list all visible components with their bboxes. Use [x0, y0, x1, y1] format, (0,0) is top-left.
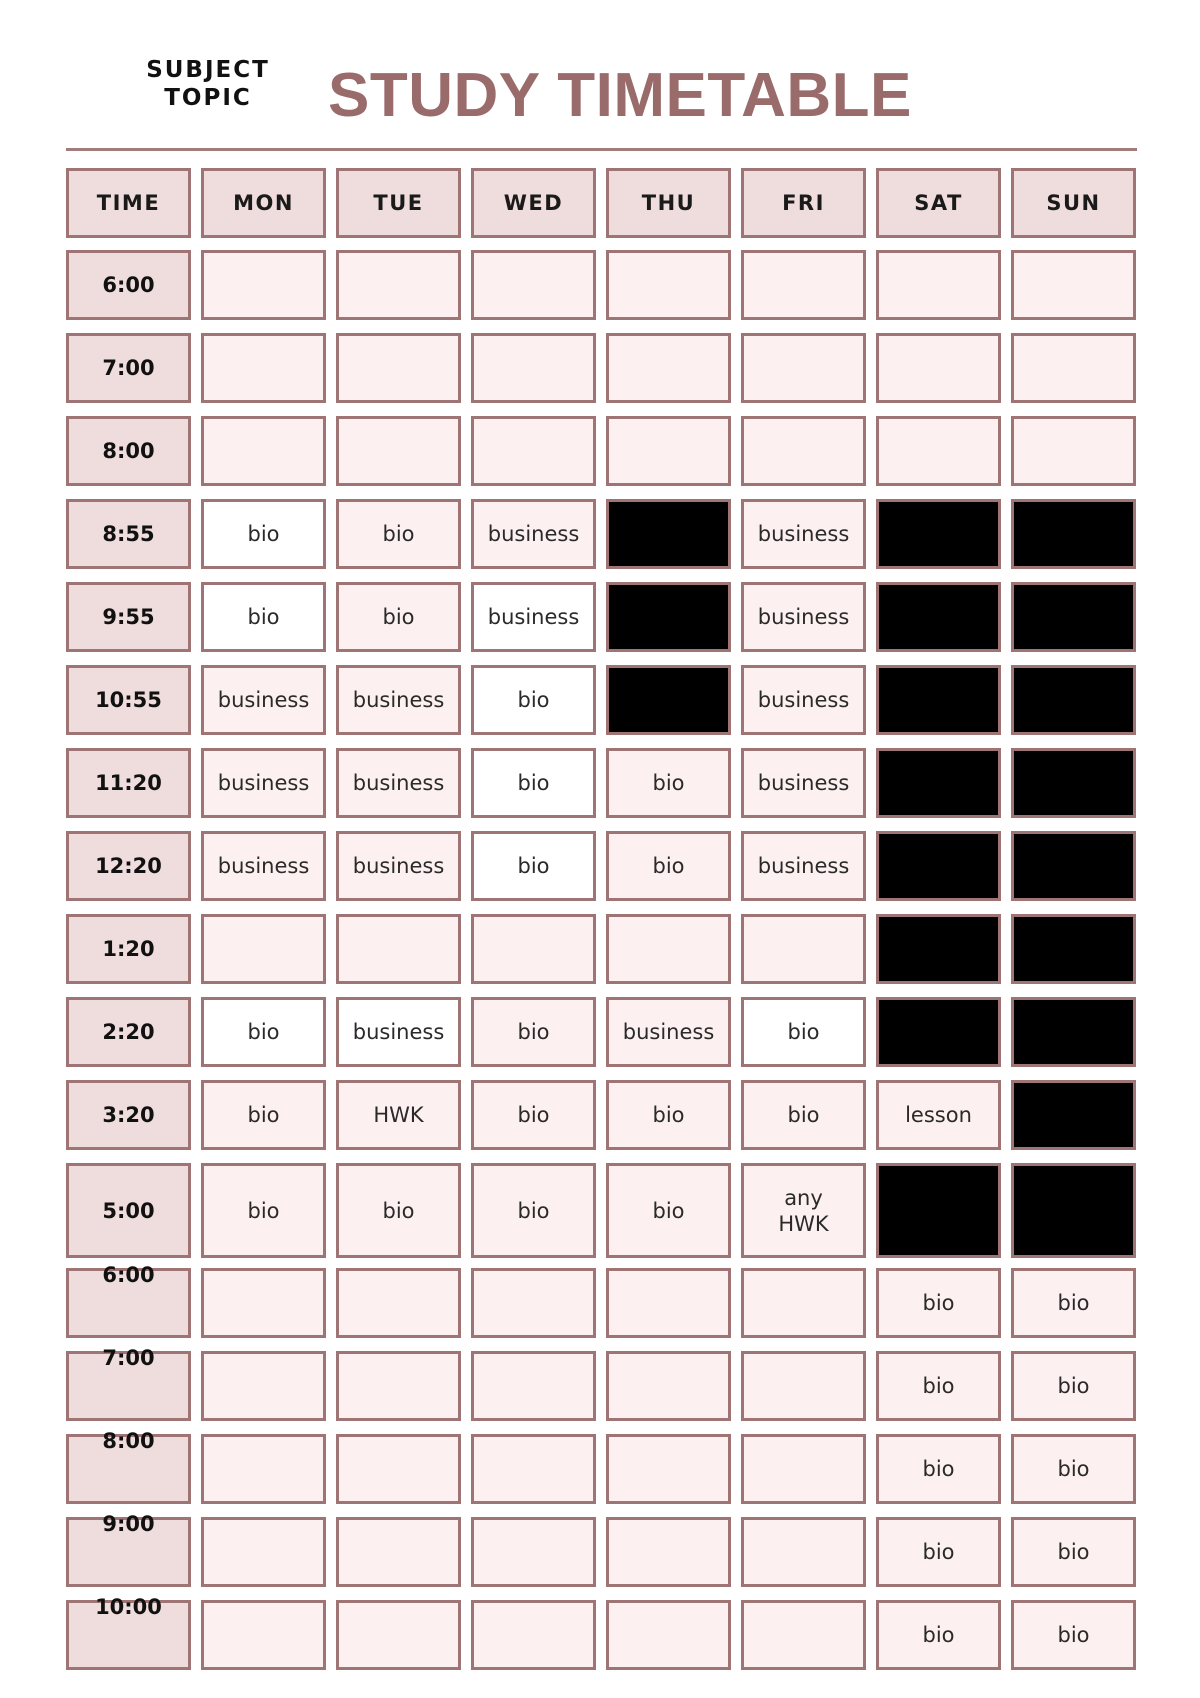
cell-text: lesson: [905, 1103, 972, 1127]
cell-text: business: [487, 605, 580, 629]
timetable-cell-sun[interactable]: [1011, 1268, 1136, 1338]
timetable-cell-wed[interactable]: [471, 665, 596, 735]
time-slot-label: [66, 1163, 191, 1258]
timetable-cell-wed[interactable]: [471, 499, 596, 569]
timetable-cell-thu[interactable]: [606, 914, 731, 984]
timetable-cell-fri[interactable]: [741, 914, 866, 984]
cell-text: HWK: [373, 1103, 424, 1127]
timetable-cell-thu[interactable]: [606, 250, 731, 320]
timetable-cell-thu[interactable]: [606, 997, 731, 1067]
column-header-tue: [336, 168, 461, 238]
cell-text: bio: [517, 688, 550, 712]
time-slot-label: [66, 665, 191, 735]
time-label: 9:00: [102, 1512, 155, 1536]
time-label: 6:00: [102, 1263, 155, 1287]
timetable-cell-fri[interactable]: [741, 250, 866, 320]
page-title: STUDY TIMETABLE: [328, 61, 912, 130]
timetable-cell-mon[interactable]: [201, 1434, 326, 1504]
column-header-sun: [1011, 168, 1136, 238]
cell-text: bio: [382, 1198, 415, 1223]
timetable-cell-thu[interactable]: [606, 1268, 731, 1338]
time-slot-label: [66, 1080, 191, 1150]
timetable-cell-thu[interactable]: [606, 1351, 731, 1421]
cell-text: bio: [1057, 1623, 1090, 1647]
timetable-cell-tue[interactable]: [336, 333, 461, 403]
cell-text: bio: [922, 1291, 955, 1315]
timetable-cell-mon[interactable]: [201, 333, 326, 403]
timetable-cell-sat[interactable]: [876, 416, 1001, 486]
timetable-cell-sat[interactable]: [876, 1268, 1001, 1338]
cell-text: bio: [247, 522, 280, 546]
timetable-cell-sun[interactable]: [1011, 1434, 1136, 1504]
cell-text: bio: [247, 1198, 280, 1223]
time-label: 10:00: [95, 1595, 162, 1619]
timetable-cell-thu[interactable]: [606, 1517, 731, 1587]
cell-text: bio: [652, 771, 685, 795]
cell-text: bio: [652, 1103, 685, 1127]
timetable-cell-sat[interactable]: [876, 1080, 1001, 1150]
timetable-cell-sat[interactable]: [876, 1517, 1001, 1587]
timetable-cell-sat[interactable]: [876, 997, 1001, 1067]
cell-text: bio: [517, 771, 550, 795]
timetable-cell-wed[interactable]: [471, 1268, 596, 1338]
cell-text: bio: [1057, 1457, 1090, 1481]
time-slot-label: [66, 914, 191, 984]
cell-text: business: [352, 854, 445, 878]
timetable-cell-mon[interactable]: [201, 499, 326, 569]
column-header-label: SUN: [1046, 191, 1101, 215]
column-header-label: TUE: [373, 191, 424, 215]
timetable-cell-sun[interactable]: [1011, 250, 1136, 320]
timetable-cell-sat[interactable]: [876, 665, 1001, 735]
timetable-cell-tue[interactable]: [336, 1268, 461, 1338]
cell-text: bio: [247, 605, 280, 629]
timetable-cell-sun[interactable]: [1011, 333, 1136, 403]
time-label: 3:20: [102, 1103, 155, 1127]
cell-text: bio: [787, 1020, 820, 1044]
timetable-cell-fri[interactable]: [741, 1080, 866, 1150]
column-header-label: WED: [503, 191, 564, 215]
time-label: 6:00: [102, 273, 155, 297]
column-header-thu: [606, 168, 731, 238]
cell-text: business: [487, 522, 580, 546]
timetable-cell-fri[interactable]: [741, 582, 866, 652]
timetable-cell-wed[interactable]: [471, 1517, 596, 1587]
timetable-cell-sun[interactable]: [1011, 416, 1136, 486]
timetable-cell-thu[interactable]: [606, 333, 731, 403]
time-slot-label: [66, 748, 191, 818]
timetable-cell-sat[interactable]: [876, 1434, 1001, 1504]
timetable-cell-wed[interactable]: [471, 1600, 596, 1670]
timetable-cell-fri[interactable]: [741, 1163, 866, 1258]
timetable-cell-wed[interactable]: [471, 831, 596, 901]
time-slot-label: [66, 1595, 191, 1670]
timetable-cell-sun[interactable]: [1011, 831, 1136, 901]
column-header-label: TIME: [96, 191, 161, 215]
timetable-cell-fri[interactable]: [741, 1351, 866, 1421]
timetable-cell-mon[interactable]: [201, 1268, 326, 1338]
timetable-cell-tue[interactable]: [336, 665, 461, 735]
time-label: 1:20: [102, 937, 155, 961]
timetable-cell-tue[interactable]: [336, 831, 461, 901]
cell-text: bio: [922, 1623, 955, 1647]
cell-text: bio: [247, 1103, 280, 1127]
timetable-cell-sat[interactable]: [876, 831, 1001, 901]
column-header-mon: [201, 168, 326, 238]
time-label: 10:55: [95, 688, 162, 712]
timetable-cell-sun[interactable]: [1011, 1351, 1136, 1421]
cell-text: business: [757, 605, 850, 629]
timetable-cell-tue[interactable]: [336, 499, 461, 569]
timetable-cell-sun[interactable]: [1011, 582, 1136, 652]
time-label: 12:20: [95, 854, 162, 878]
timetable-cell-tue[interactable]: [336, 416, 461, 486]
cell-text: bio: [517, 854, 550, 878]
cell-text: business: [757, 688, 850, 712]
timetable-cell-tue[interactable]: [336, 250, 461, 320]
timetable-cell-wed[interactable]: [471, 997, 596, 1067]
cell-text: bio: [517, 1103, 550, 1127]
timetable-cell-tue[interactable]: [336, 1080, 461, 1150]
timetable-cell-sat[interactable]: [876, 582, 1001, 652]
timetable-cell-sun[interactable]: [1011, 914, 1136, 984]
timetable-cell-mon[interactable]: [201, 1080, 326, 1150]
timetable-cell-fri[interactable]: [741, 416, 866, 486]
time-label: 7:00: [102, 1346, 155, 1370]
time-slot-label: [66, 831, 191, 901]
cell-text: business: [757, 522, 850, 546]
timetable-cell-fri[interactable]: [741, 1268, 866, 1338]
timetable-cell-thu[interactable]: [606, 1434, 731, 1504]
timetable-cell-tue[interactable]: [336, 582, 461, 652]
time-label: 8:55: [102, 522, 155, 546]
cell-text: bio: [922, 1457, 955, 1481]
timetable-cell-mon[interactable]: [201, 416, 326, 486]
timetable-cell-wed[interactable]: [471, 914, 596, 984]
timetable-cell-wed[interactable]: [471, 416, 596, 486]
timetable-cell-tue[interactable]: [336, 914, 461, 984]
timetable-cell-sat[interactable]: [876, 914, 1001, 984]
timetable-cell-mon[interactable]: [201, 1517, 326, 1587]
time-slot-label: [66, 997, 191, 1067]
cell-text: any HWK: [778, 1185, 829, 1236]
timetable-cell-fri[interactable]: [741, 997, 866, 1067]
time-slot-label: [66, 1263, 191, 1338]
timetable-cell-fri[interactable]: [741, 333, 866, 403]
column-header-label: THU: [641, 191, 696, 215]
time-slot-label: [66, 499, 191, 569]
timetable-cell-thu[interactable]: [606, 416, 731, 486]
subject-label: SUBJECT: [146, 57, 270, 83]
timetable-cell-sat[interactable]: [876, 748, 1001, 818]
time-slot-label: [66, 1512, 191, 1587]
timetable-cell-fri[interactable]: [741, 748, 866, 818]
time-label: 9:55: [102, 605, 155, 629]
column-header-label: FRI: [782, 191, 825, 215]
cell-text: business: [352, 771, 445, 795]
cell-text: bio: [652, 854, 685, 878]
cell-text: bio: [922, 1374, 955, 1398]
cell-text: bio: [1057, 1540, 1090, 1564]
column-header-wed: [471, 168, 596, 238]
time-label: 5:00: [102, 1198, 155, 1223]
timetable-cell-tue[interactable]: [336, 1163, 461, 1258]
cell-text: bio: [382, 605, 415, 629]
timetable-cell-wed[interactable]: [471, 748, 596, 818]
timetable-cell-fri[interactable]: [741, 1600, 866, 1670]
timetable-cell-thu[interactable]: [606, 582, 731, 652]
timetable-cell-sat[interactable]: [876, 1351, 1001, 1421]
timetable-cell-sun[interactable]: [1011, 499, 1136, 569]
timetable-cell-thu[interactable]: [606, 1080, 731, 1150]
timetable-cell-wed[interactable]: [471, 1434, 596, 1504]
timetable-cell-sat[interactable]: [876, 1600, 1001, 1670]
timetable-cell-sun[interactable]: [1011, 1163, 1136, 1258]
timetable-cell-wed[interactable]: [471, 333, 596, 403]
timetable-cell-tue[interactable]: [336, 748, 461, 818]
cell-text: bio: [382, 522, 415, 546]
cell-text: business: [217, 854, 310, 878]
column-header-time: [66, 168, 191, 238]
timetable-cell-mon[interactable]: [201, 831, 326, 901]
timetable-cell-sat[interactable]: [876, 333, 1001, 403]
cell-text: business: [217, 688, 310, 712]
timetable-cell-tue[interactable]: [336, 1600, 461, 1670]
cell-text: bio: [922, 1540, 955, 1564]
timetable-cell-fri[interactable]: [741, 1517, 866, 1587]
column-header-fri: [741, 168, 866, 238]
timetable-cell-mon[interactable]: [201, 1600, 326, 1670]
cell-text: business: [757, 771, 850, 795]
timetable-cell-sun[interactable]: [1011, 997, 1136, 1067]
timetable-cell-fri[interactable]: [741, 831, 866, 901]
timetable-cell-mon[interactable]: [201, 748, 326, 818]
timetable-cell-sun[interactable]: [1011, 1517, 1136, 1587]
timetable-cell-mon[interactable]: [201, 665, 326, 735]
column-header-label: MON: [233, 191, 294, 215]
time-label: 2:20: [102, 1020, 155, 1044]
timetable-cell-sat[interactable]: [876, 499, 1001, 569]
timetable-cell-sat[interactable]: [876, 1163, 1001, 1258]
timetable-cell-sun[interactable]: [1011, 665, 1136, 735]
cell-text: business: [217, 771, 310, 795]
timetable-cell-fri[interactable]: [741, 499, 866, 569]
timetable-cell-wed[interactable]: [471, 250, 596, 320]
timetable-cell-thu[interactable]: [606, 1600, 731, 1670]
time-label: 7:00: [102, 356, 155, 380]
timetable-cell-fri[interactable]: [741, 665, 866, 735]
timetable-cell-mon[interactable]: [201, 582, 326, 652]
time-slot-label: [66, 1346, 191, 1421]
topic-label: TOPIC: [164, 85, 252, 111]
cell-text: bio: [517, 1198, 550, 1223]
timetable-cell-wed[interactable]: [471, 1351, 596, 1421]
time-slot-label: [66, 250, 191, 320]
cell-text: bio: [247, 1020, 280, 1044]
time-slot-label: [66, 333, 191, 403]
timetable-cell-wed[interactable]: [471, 582, 596, 652]
column-header-label: SAT: [914, 191, 963, 215]
time-label: 8:00: [102, 439, 155, 463]
timetable-cell-thu[interactable]: [606, 831, 731, 901]
timetable-cell-tue[interactable]: [336, 997, 461, 1067]
timetable-cell-tue[interactable]: [336, 1517, 461, 1587]
timetable-cell-mon[interactable]: [201, 1163, 326, 1258]
timetable-cell-mon[interactable]: [201, 997, 326, 1067]
cell-text: business: [757, 854, 850, 878]
timetable-cell-sun[interactable]: [1011, 1080, 1136, 1150]
timetable-cell-thu[interactable]: [606, 748, 731, 818]
timetable-cell-mon[interactable]: [201, 250, 326, 320]
timetable-cell-thu[interactable]: [606, 665, 731, 735]
time-slot-label: [66, 1429, 191, 1504]
cell-text: bio: [652, 1198, 685, 1223]
cell-text: bio: [1057, 1291, 1090, 1315]
timetable-cell-wed[interactable]: [471, 1080, 596, 1150]
column-header-sat: [876, 168, 1001, 238]
cell-text: business: [352, 1020, 445, 1044]
timetable-cell-thu[interactable]: [606, 1163, 731, 1258]
cell-text: bio: [787, 1103, 820, 1127]
time-slot-label: [66, 582, 191, 652]
timetable-cell-sat[interactable]: [876, 250, 1001, 320]
timetable-cell-sun[interactable]: [1011, 1600, 1136, 1670]
time-label: 8:00: [102, 1429, 155, 1453]
time-slot-label: [66, 416, 191, 486]
cell-text: business: [622, 1020, 715, 1044]
timetable-cell-tue[interactable]: [336, 1351, 461, 1421]
time-label: 11:20: [95, 771, 162, 795]
timetable-cell-fri[interactable]: [741, 1434, 866, 1504]
cell-text: bio: [517, 1020, 550, 1044]
timetable-cell-mon[interactable]: [201, 914, 326, 984]
cell-text: business: [352, 688, 445, 712]
timetable-cell-thu[interactable]: [606, 499, 731, 569]
timetable-cell-tue[interactable]: [336, 1434, 461, 1504]
timetable-cell-sun[interactable]: [1011, 748, 1136, 818]
timetable-cell-wed[interactable]: [471, 1163, 596, 1258]
timetable-cell-mon[interactable]: [201, 1351, 326, 1421]
cell-text: bio: [1057, 1374, 1090, 1398]
